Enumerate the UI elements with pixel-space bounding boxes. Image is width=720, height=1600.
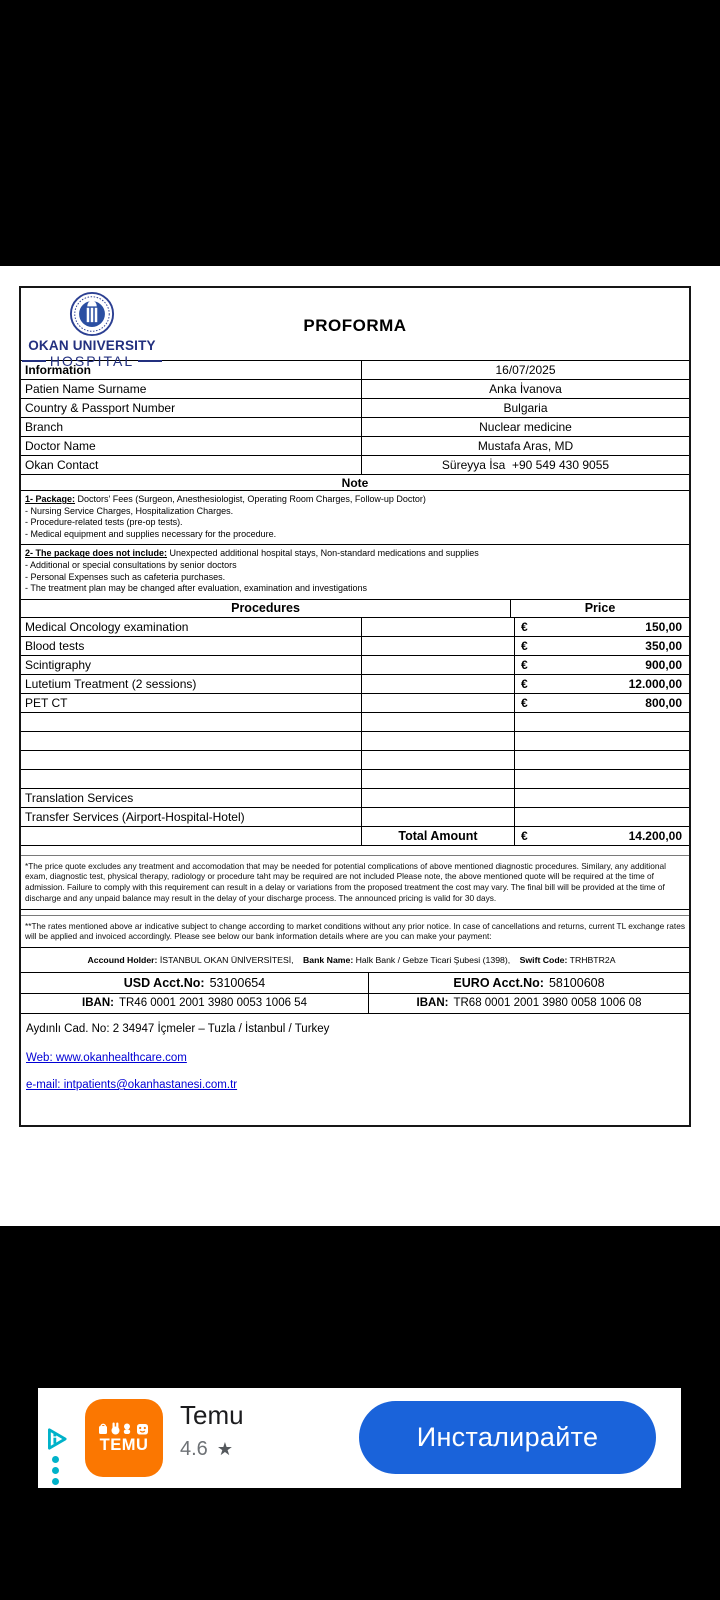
- euro-iban-cell: [368, 994, 689, 1013]
- note-line: [25, 548, 685, 560]
- footnote-rates-disclaimer: **The rates mentioned above ar indicative subject to change according to market conditions without any prior notice. In case of cancellations and returns, current TL exchange rates will be applied and invoiced accordingly. Please see below our bank information details where are you can make your payment:: [21, 915, 689, 948]
- procedure-price: 350,00: [645, 638, 682, 653]
- currency-symbol: €: [521, 638, 528, 653]
- procedure-row: [21, 636, 689, 655]
- logo-dash-left: [22, 360, 46, 362]
- info-label: Doctor Name: [25, 439, 96, 453]
- procedure-row: [21, 617, 689, 636]
- document-viewer-page: [0, 266, 720, 1226]
- note-section-header: Note: [21, 474, 689, 490]
- website-link[interactable]: Web: www.okanhealthcare.com: [26, 1051, 187, 1064]
- ad-app-info: [180, 1400, 244, 1461]
- euro-account-cell: [368, 973, 689, 993]
- procedure-name: Translation Services: [25, 790, 134, 805]
- logo-dash-right: [138, 360, 162, 362]
- ad-app-rating: [180, 1438, 244, 1461]
- procedure-price: 150,00: [645, 619, 682, 634]
- info-row: [21, 398, 689, 417]
- procedure-name: Blood tests: [25, 638, 85, 653]
- procedure-mid-cell: [361, 656, 514, 674]
- swift-code-value: TRHBTR2A: [569, 954, 616, 965]
- note-line: - Nursing Service Charges, Hospitalization Charges.: [25, 505, 234, 516]
- note-lead-rest: Unexpected additional hospital stays, Non-standard medications and supplies: [167, 548, 479, 559]
- info-label: Okan Contact: [25, 458, 99, 472]
- procedure-row-empty: [21, 731, 689, 750]
- total-price-cell: [514, 827, 689, 845]
- usd-account-number: 53100654: [209, 975, 266, 990]
- procedures-column-header: Procedures: [231, 601, 300, 616]
- bank-name-value: Halk Bank / Gebze Ticari Şubesi (1398),: [355, 954, 511, 965]
- note-lead: 2- The package does not include:: [25, 548, 168, 559]
- usd-iban-cell: [21, 994, 368, 1013]
- info-value: Mustafa Aras, MD: [361, 437, 689, 455]
- info-value: Bulgaria: [361, 399, 689, 417]
- euro-account-number: 58100608: [548, 975, 605, 990]
- procedure-price-cell: [514, 770, 689, 788]
- total-row: [21, 826, 689, 845]
- procedure-mid-cell: [361, 732, 514, 750]
- price-column-header: Price: [510, 600, 689, 617]
- usd-account-cell: [21, 973, 368, 993]
- account-holder-value: İSTANBUL OKAN ÜNİVERSİTESİ,: [159, 954, 294, 965]
- procedure-row: [21, 788, 689, 807]
- bank-account-holder-row: [21, 948, 689, 973]
- procedure-name: [21, 732, 361, 750]
- rating-value: 4.6: [180, 1438, 208, 1460]
- euro-account-label: EURO Acct.No:: [453, 975, 544, 990]
- note-line: - Procedure-related tests (pre-op tests).: [25, 517, 183, 528]
- note-line: - Medical equipment and supplies necessary for the procedure.: [25, 528, 277, 539]
- note-package-excludes: [21, 544, 689, 598]
- info-label: Branch: [25, 420, 64, 434]
- dot: [52, 1467, 59, 1474]
- procedure-row: [21, 693, 689, 712]
- procedure-name: [21, 770, 361, 788]
- procedure-row: [21, 655, 689, 674]
- currency-symbol: €: [521, 619, 528, 634]
- procedure-price-cell: [514, 713, 689, 731]
- info-value: Süreyya İsa +90 549 430 9055: [361, 456, 689, 474]
- info-value: Anka İvanova: [361, 380, 689, 398]
- iban-row: [21, 994, 689, 1014]
- procedure-price-cell: [514, 751, 689, 769]
- info-label: Information: [25, 363, 91, 377]
- procedure-name: Lutetium Treatment (2 sessions): [25, 676, 197, 691]
- document-bottom-margin: [21, 1093, 689, 1125]
- procedure-name: [21, 713, 361, 731]
- procedure-name: Medical Oncology examination: [25, 619, 189, 634]
- info-label: Patien Name Surname: [25, 382, 147, 396]
- currency-symbol: €: [521, 676, 528, 691]
- document-header: [21, 288, 689, 369]
- note-line: - The treatment plan may be changed after evaluation, examination and investigations: [25, 583, 368, 594]
- procedure-mid-cell: [361, 694, 514, 712]
- procedure-name: PET CT: [25, 695, 68, 710]
- procedure-price-cell: [514, 732, 689, 750]
- info-row: [21, 379, 689, 398]
- hospital-logo-name: OKAN UNIVERSITY: [28, 338, 156, 353]
- note-lead: 1- Package:: [25, 494, 76, 504]
- info-value: Nuclear medicine: [361, 418, 689, 436]
- iban-label: IBAN:: [82, 997, 114, 1010]
- procedure-mid-cell: [361, 789, 514, 807]
- hospital-logo-subtitle-text: HOSPITAL: [49, 353, 135, 369]
- procedure-row: [21, 674, 689, 693]
- usd-account-label: USD Acct.No:: [123, 975, 205, 990]
- info-label: Country & Passport Number: [25, 401, 176, 415]
- procedure-price: 12.000,00: [628, 676, 682, 691]
- bank-name-label: Bank Name:: [303, 954, 354, 965]
- note-line: - Personal Expenses such as cafeteria purchases.: [25, 571, 226, 582]
- procedure-mid-cell: [361, 713, 514, 731]
- web-link-line: [21, 1048, 689, 1066]
- ad-menu-dots-icon[interactable]: [52, 1456, 59, 1485]
- procedure-mid-cell: [361, 637, 514, 655]
- procedure-price-cell: [514, 637, 689, 655]
- procedure-mid-cell: [361, 808, 514, 826]
- info-row: [21, 436, 689, 455]
- info-row: [21, 417, 689, 436]
- ad-banner[interactable]: [38, 1388, 681, 1488]
- procedure-row-empty: [21, 712, 689, 731]
- procedure-name: Scintigraphy: [25, 657, 92, 672]
- procedure-mid-cell: [361, 751, 514, 769]
- total-price: 14.200,00: [628, 828, 682, 843]
- currency-symbol: €: [521, 695, 528, 710]
- info-table: [21, 360, 689, 474]
- footnote-pricing-disclaimer: *The price quote excludes any treatment and accomodation that may be needed for potential complications of above mentioned diagnostic procedures. Similary, any additional exam, diagnostic test, physical therapy, radiology or procedure taht may be required are not included Please note, the above mentioned quote will be required at the time of admission. Failure to comply with this requirement can result in a delay or variations from the proposed treatment the cost may vary. The final bill will be provided at the time of discharge and any unpaid balance may result in the delay of your discharge process. The announced pricing is valid for 30 days.: [21, 855, 689, 910]
- procedure-price-cell: [514, 656, 689, 674]
- procedure-name: Transfer Services (Airport-Hospital-Hotel): [25, 809, 245, 824]
- note-line: - Additional or special consultations by senior doctors: [25, 559, 237, 570]
- procedure-price-cell: [514, 694, 689, 712]
- procedure-price-cell: [514, 675, 689, 693]
- total-label: Total Amount: [361, 827, 514, 845]
- info-row: [21, 455, 689, 474]
- temu-icon-wordmark: TEMU: [99, 1435, 149, 1454]
- procedure-price: 900,00: [645, 657, 682, 672]
- note-package-includes: [21, 490, 689, 544]
- note-lead-rest: Doctors' Fees (Surgeon, Anesthesiologist, Operating Room Charges, Follow-up Doctor): [75, 494, 426, 504]
- procedure-price-cell: [514, 808, 689, 826]
- procedure-mid-cell: [361, 675, 514, 693]
- procedure-row-empty: [21, 769, 689, 788]
- procedure-price: 800,00: [645, 695, 682, 710]
- procedure-mid-cell: [361, 618, 514, 636]
- note-line: [25, 494, 685, 506]
- ad-app-name[interactable]: Temu: [180, 1400, 244, 1430]
- account-holder-label: Accound Holder:: [87, 954, 158, 965]
- dot: [52, 1478, 59, 1485]
- adchoices-icon[interactable]: [44, 1426, 70, 1452]
- procedure-price-cell: [514, 789, 689, 807]
- procedure-name: [21, 751, 361, 769]
- info-value: 16/07/2025: [361, 361, 689, 379]
- swift-code-label: Swift Code:: [519, 954, 568, 965]
- proforma-document: [19, 286, 691, 1127]
- iban-label: IBAN:: [416, 997, 449, 1010]
- email-link-line: [21, 1075, 689, 1093]
- usd-iban-number: TR46 0001 2001 3980 0053 1006 54: [118, 997, 307, 1010]
- euro-iban-number: TR68 0001 2001 3980 0058 1006 08: [453, 997, 642, 1010]
- total-empty-cell: [21, 827, 361, 845]
- procedure-row: [21, 807, 689, 826]
- temu-app-icon[interactable]: [85, 1399, 163, 1477]
- currency-symbol: €: [521, 657, 528, 672]
- procedures-table-header: [21, 599, 689, 617]
- temu-icon-glyphs: [98, 1422, 150, 1435]
- email-link[interactable]: e-mail: intpatients@okanhastanesi.com.tr: [26, 1078, 238, 1091]
- document-title: PROFORMA: [303, 316, 407, 335]
- procedure-mid-cell: [361, 770, 514, 788]
- procedure-row-empty: [21, 750, 689, 769]
- account-number-row: [21, 973, 689, 994]
- star-icon: ★: [216, 1439, 233, 1459]
- table-spacer-row: [21, 845, 689, 855]
- dot: [52, 1456, 59, 1463]
- hospital-logo-subtitle: [27, 353, 157, 369]
- procedure-price-cell: [514, 618, 689, 636]
- currency-symbol: €: [521, 828, 528, 843]
- hospital-address: Aydınlı Cad. No: 2 34947 İçmeler – Tuzla / İstanbul / Turkey: [26, 1022, 330, 1035]
- install-button[interactable]: Инсталирайте: [359, 1401, 656, 1474]
